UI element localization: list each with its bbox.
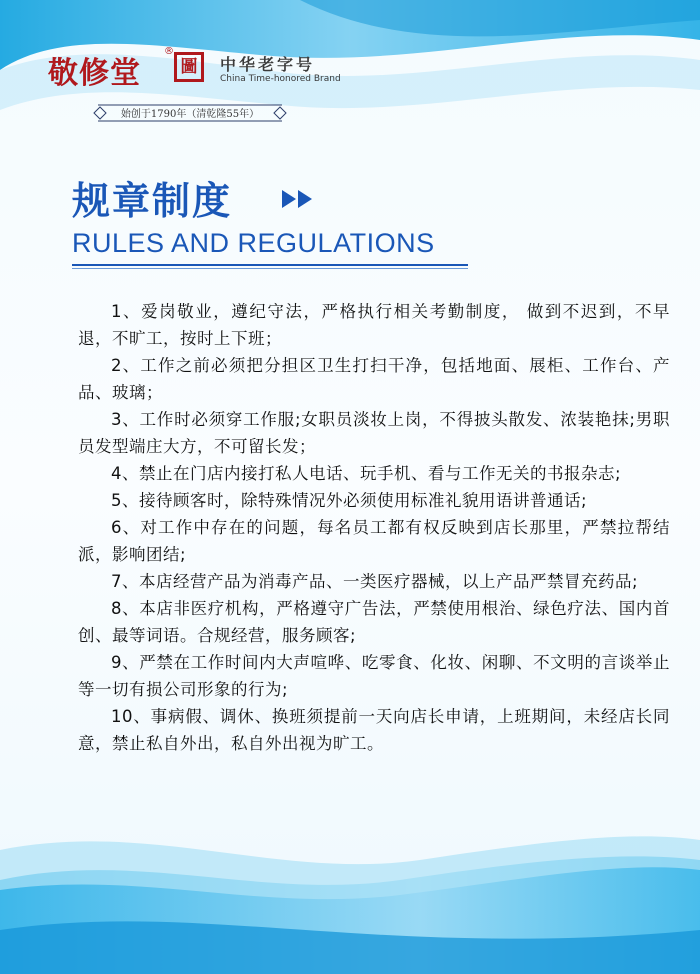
registered-mark: ® (164, 46, 174, 57)
rule-item: 10、事病假、调休、换班须提前一天向店长申请，上班期间，未经店长同意，禁止私自外出，私自外出视为旷工。 (78, 707, 670, 753)
founded-banner (92, 102, 288, 124)
rule-item: 9、严禁在工作时间内大声喧哗、吃零食、化妆、闲聊、不文明的言谈举止等一切有损公司形象的行为; (78, 653, 670, 699)
rule-item: 1、爱岗敬业，遵纪守法，严格执行相关考勤制度， 做到不迟到，不早退，不旷工，按时上下班； (78, 302, 670, 348)
heading-divider-thin (72, 268, 468, 269)
brand-subtitle: 中华老字号 (220, 55, 316, 74)
page-subtitle: RULES AND REGULATIONS (72, 228, 435, 258)
page-title: 规章制度 (72, 179, 233, 223)
brand-name: 敬修堂 (48, 56, 141, 91)
brand-subtitle-en: China Time-honored Brand (220, 74, 341, 84)
rule-item: 2、工作之前必须把分担区卫生打扫干净，包括地面、展柜、工作台、产品、玻璃； (78, 356, 670, 402)
rule-item: 7、本店经营产品为消毒产品、一类医疗器械，以上产品严禁冒充药品; (111, 572, 639, 591)
rules-list (78, 298, 670, 757)
rule-item: 8、本店非医疗机构，严格遵守广告法，严禁使用根治、绿色疗法、国内首创、最等词语。合规经营，服务顾客; (78, 599, 670, 645)
rule-item: 5、接待顾客时，除特殊情况外必须使用标准礼貌用语讲普通话; (111, 491, 588, 510)
founded-text: 始创于1790年（清乾隆55年） (120, 109, 260, 120)
heading-divider (72, 264, 468, 266)
rule-item: 4、禁止在门店内接打私人电话、玩手机、看与工作无关的书报杂志; (111, 464, 622, 483)
double-arrow-icon (282, 190, 316, 208)
rule-item: 3、工作时必须穿工作服;女职员淡妆上岗，不得披头散发、浓装艳抹;男职员发型端庄大方，不可留长发； (78, 410, 670, 456)
brand-seal-icon: 圖 (174, 52, 204, 82)
rule-item: 6、对工作中存在的问题，每名员工都有权反映到店长那里，严禁拉帮结派，影响团结; (78, 518, 670, 564)
